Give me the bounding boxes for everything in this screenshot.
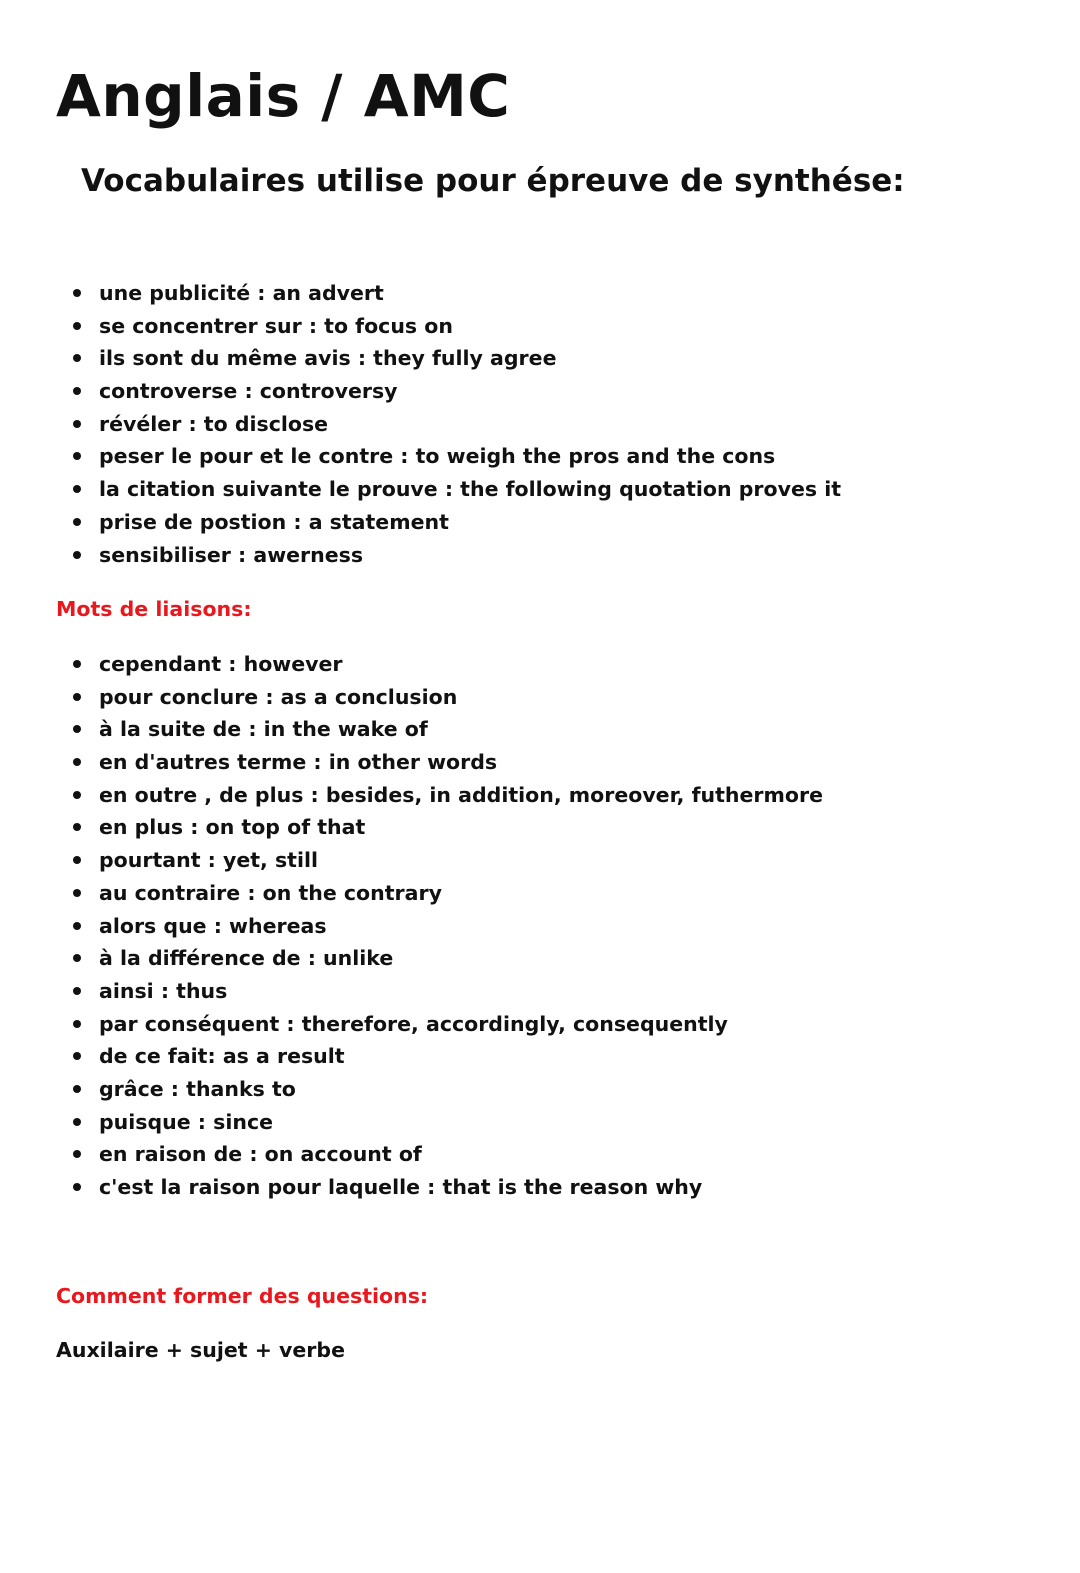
bullet-icon — [73, 1020, 81, 1028]
bullet-icon — [73, 889, 81, 897]
list-item — [70, 811, 823, 844]
bullet-icon — [73, 1118, 81, 1126]
list-item-text: à la suite de : in the wake of — [99, 717, 428, 742]
list-item-text: révéler : to disclose — [99, 411, 329, 436]
list-item-text: c'est la raison pour laquelle : that is the reason why — [99, 1175, 703, 1199]
list-item — [70, 877, 823, 910]
bullet-icon — [73, 551, 81, 559]
bullet-icon — [73, 1052, 81, 1060]
bullet-icon — [73, 485, 81, 493]
list-item-text: à la différence de : unlike — [99, 946, 394, 971]
list-item — [70, 844, 823, 877]
list-item — [70, 779, 823, 812]
list-item-text: de ce fait: as a result — [99, 1044, 345, 1069]
bullet-icon — [73, 791, 81, 799]
questions-heading: Comment former des questions: — [56, 1284, 429, 1308]
list-item-text: sensibiliser : awerness — [99, 542, 364, 567]
list-item-text: alors que : whereas — [99, 913, 327, 938]
list-item — [70, 1008, 823, 1041]
bullet-icon — [73, 452, 81, 460]
bullet-icon — [73, 387, 81, 395]
list-item — [70, 681, 823, 714]
list-item — [70, 1171, 823, 1204]
liaisons-heading: Mots de liaisons: — [56, 597, 252, 621]
bullet-icon — [73, 987, 81, 995]
list-item-text: ainsi : thus — [99, 978, 228, 1003]
list-item — [70, 942, 823, 975]
liaisons-list — [70, 648, 823, 1204]
list-item — [70, 1106, 823, 1139]
list-item-text: pourtant : yet, still — [99, 848, 319, 873]
list-item — [70, 310, 841, 343]
list-item-text: en outre , de plus : besides, in addition, moreover, futhermore — [99, 782, 823, 807]
list-item-text: en raison de : on account of — [99, 1142, 422, 1167]
bullet-icon — [73, 823, 81, 831]
list-item — [70, 440, 841, 473]
list-item — [70, 648, 823, 681]
bullet-icon — [73, 322, 81, 330]
list-item-text: en d'autres terme : in other words — [99, 750, 498, 775]
list-item-text: cependant : however — [99, 652, 343, 676]
list-item — [70, 473, 841, 506]
bullet-icon — [73, 725, 81, 733]
bullet-icon — [73, 1150, 81, 1158]
list-item-text: puisque : since — [99, 1109, 274, 1134]
bullet-icon — [73, 954, 81, 962]
bullet-icon — [73, 354, 81, 362]
list-item — [70, 375, 841, 408]
list-item-text: une publicité : an advert — [99, 281, 384, 305]
list-item-text: au contraire : on the contrary — [99, 880, 442, 905]
list-item-text: controverse : controversy — [99, 379, 398, 404]
list-item — [70, 408, 841, 441]
list-item-text: se concentrer sur : to focus on — [99, 313, 453, 338]
list-item-text: la citation suivante le prouve : the following quotation proves it — [99, 477, 842, 502]
list-item — [70, 1138, 823, 1171]
bullet-icon — [73, 1183, 81, 1191]
list-item — [70, 1073, 823, 1106]
bullet-icon — [73, 518, 81, 526]
bullet-icon — [73, 856, 81, 864]
question-formula: Auxilaire + sujet + verbe — [56, 1338, 345, 1362]
list-item — [70, 277, 841, 310]
bullet-icon — [73, 1085, 81, 1093]
bullet-icon — [73, 660, 81, 668]
list-item — [70, 539, 841, 572]
page-subtitle: Vocabulaires utilise pour épreuve de synthése: — [81, 163, 905, 199]
list-item-text: ils sont du même avis : they fully agree — [99, 346, 557, 371]
list-item-text: grâce : thanks to — [99, 1076, 296, 1101]
list-item — [70, 342, 841, 375]
list-item — [70, 975, 823, 1008]
bullet-icon — [73, 758, 81, 766]
vocabulary-list — [70, 277, 841, 571]
list-item — [70, 1040, 823, 1073]
list-item-text: par conséquent : therefore, accordingly, consequently — [99, 1011, 728, 1036]
list-item-text: prise de postion : a statement — [99, 509, 449, 534]
bullet-icon — [73, 922, 81, 930]
list-item-text: en plus : on top of that — [99, 815, 366, 840]
page-title: Anglais / AMC — [56, 62, 511, 130]
bullet-icon — [73, 420, 81, 428]
list-item-text: pour conclure : as a conclusion — [99, 684, 458, 709]
list-item-text: peser le pour et le contre : to weigh the pros and the cons — [99, 444, 776, 469]
list-item — [70, 506, 841, 539]
list-item — [70, 713, 823, 746]
list-item — [70, 910, 823, 943]
list-item — [70, 746, 823, 779]
bullet-icon — [73, 289, 81, 297]
bullet-icon — [73, 693, 81, 701]
